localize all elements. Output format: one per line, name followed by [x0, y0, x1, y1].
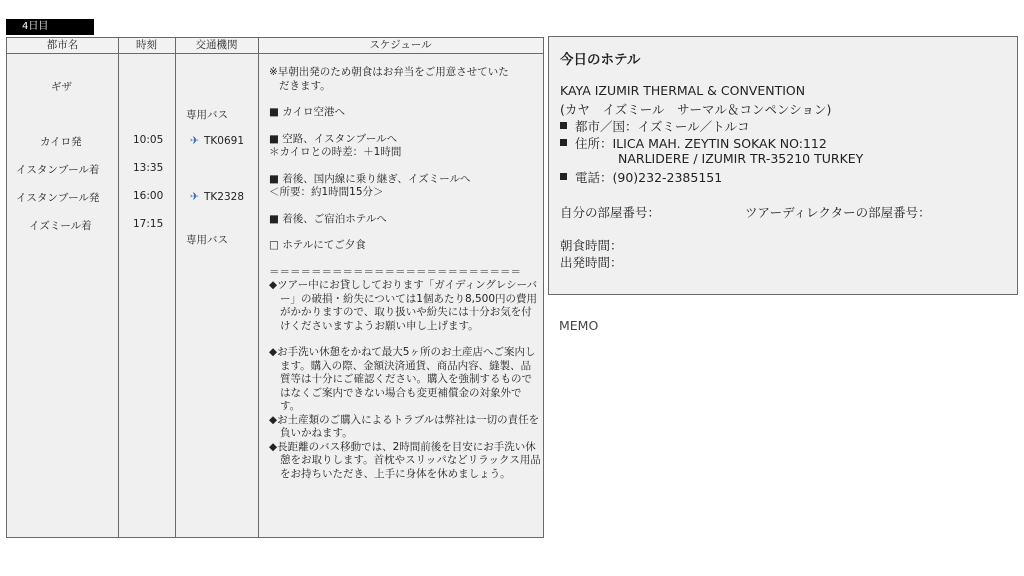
hotel-name-kana: (カヤ イズミール サーマル＆コンペンション) — [560, 102, 832, 117]
memo-label: MEMO — [559, 318, 599, 333]
header-time: 時刻 — [136, 39, 157, 51]
header-transport: 交通機関 — [195, 39, 238, 51]
hotel-city-text: 都市／国：イズミール／トルコ — [575, 119, 750, 134]
city-giza: ギザ — [51, 81, 72, 93]
transport-bus: 専用バス — [186, 234, 228, 246]
transport-bus: 専用バス — [186, 109, 228, 121]
city-cairo-depart: カイロ発 — [40, 136, 82, 148]
hotel-address-text: 住所：ILICA MAH. ZEYTIN SOKAK NO:112 — [575, 136, 827, 151]
bullet-icon — [560, 139, 567, 146]
header-city: 都市名 — [46, 39, 79, 51]
hotel-phone — [560, 168, 722, 186]
hotel-name: KAYA IZUMIR THERMAL & CONVENTION — [560, 83, 806, 98]
schedule-item: □ ホテルにてご夕食 — [269, 239, 366, 251]
column-divider — [175, 38, 176, 537]
bullet-icon — [560, 122, 567, 129]
hotel-city — [560, 117, 750, 135]
column-divider — [258, 38, 259, 537]
transport-flight — [190, 134, 244, 147]
schedule-note: ※早朝出発のため朝食はお弁当をご用意させていた — [269, 66, 509, 78]
table-header — [7, 38, 543, 54]
schedule-item: ■ 着後、国内線に乗り継ぎ、イズミールへ — [269, 172, 471, 185]
schedule-notice: ◆お土産類のご購入によるトラブルは弊社は一切の責任を負いかねます。 — [269, 413, 540, 439]
column-divider — [118, 38, 119, 537]
breakfast-time-label: 朝食時間： — [560, 238, 623, 253]
transport-flight — [190, 190, 244, 203]
itinerary-table — [6, 37, 544, 538]
time-cell: 13:35 — [133, 162, 164, 174]
day-label: 4日目 — [6, 19, 94, 35]
schedule-note: ＊カイロとの時差：＋1時間 — [269, 146, 402, 158]
hotel-panel — [548, 36, 1018, 295]
schedule-item: ■ カイロ空港へ — [269, 106, 345, 118]
director-room-label: ツアーディレクターの部屋番号： — [745, 205, 931, 220]
departure-time-label: 出発時間： — [560, 255, 623, 270]
city-istanbul-arrive: イスタンブール着 — [16, 164, 100, 176]
flight-number: TK0691 — [204, 135, 245, 147]
hotel-address — [560, 134, 827, 152]
hotel-title: 今日のホテル — [560, 52, 641, 68]
schedule-notice: ◆長距離のバス移動では、2時間前後を目安にお手洗い休憩をお取りします。首枕やスリッパなどリラックス用品をお持ちいただき、上手に身体を休めましょう。 — [269, 440, 541, 480]
hotel-phone-text: 電話：(90)232-2385151 — [575, 170, 723, 185]
schedule-item: ■ 空路、イスタンブールへ — [269, 132, 398, 145]
schedule-column — [269, 66, 541, 481]
bullet-icon — [560, 173, 567, 180]
schedule-divider: ＝＝＝＝＝＝＝＝＝＝＝＝＝＝＝＝＝＝＝＝＝＝＝＝ — [269, 265, 521, 278]
schedule-note: だきます。 — [279, 79, 331, 92]
airplane-icon: ✈ — [190, 190, 200, 203]
my-room-label: 自分の部屋番号： — [560, 205, 661, 220]
time-cell: 10:05 — [133, 134, 164, 146]
city-izmir-arrive: イズミール着 — [29, 220, 92, 232]
schedule-notice: ◆お手洗い休憩をかねて最大5ヶ所のお土産店へご案内します。購入の際、金額決済通貨、商品内容、縫製、品質等は十分にご確認ください。購入を強制するものではなくご案内できない場合も変更補償金の対象外です。 — [269, 346, 536, 412]
time-cell: 17:15 — [133, 218, 164, 230]
schedule-item: ■ 着後、ご宿泊ホテルへ — [269, 212, 387, 225]
hotel-address-line2: NARLIDERE / IZUMIR TR-35210 TURKEY — [618, 151, 864, 166]
header-schedule: スケジュール — [369, 39, 432, 51]
time-cell: 16:00 — [133, 190, 164, 202]
airplane-icon: ✈ — [190, 134, 200, 147]
city-istanbul-depart: イスタンブール発 — [16, 192, 100, 204]
schedule-note: ＜所要：約1時間15分＞ — [269, 186, 384, 198]
schedule-notice: ◆ツアー中にお貸ししております「ガイディングレシーバー」の破損・紛失については1個あたり8,500円の費用がかかりますので、取り扱いや紛失には十分お気を付けくださいますようお願い申し上げます。 — [269, 279, 538, 332]
flight-number: TK2328 — [204, 191, 245, 203]
